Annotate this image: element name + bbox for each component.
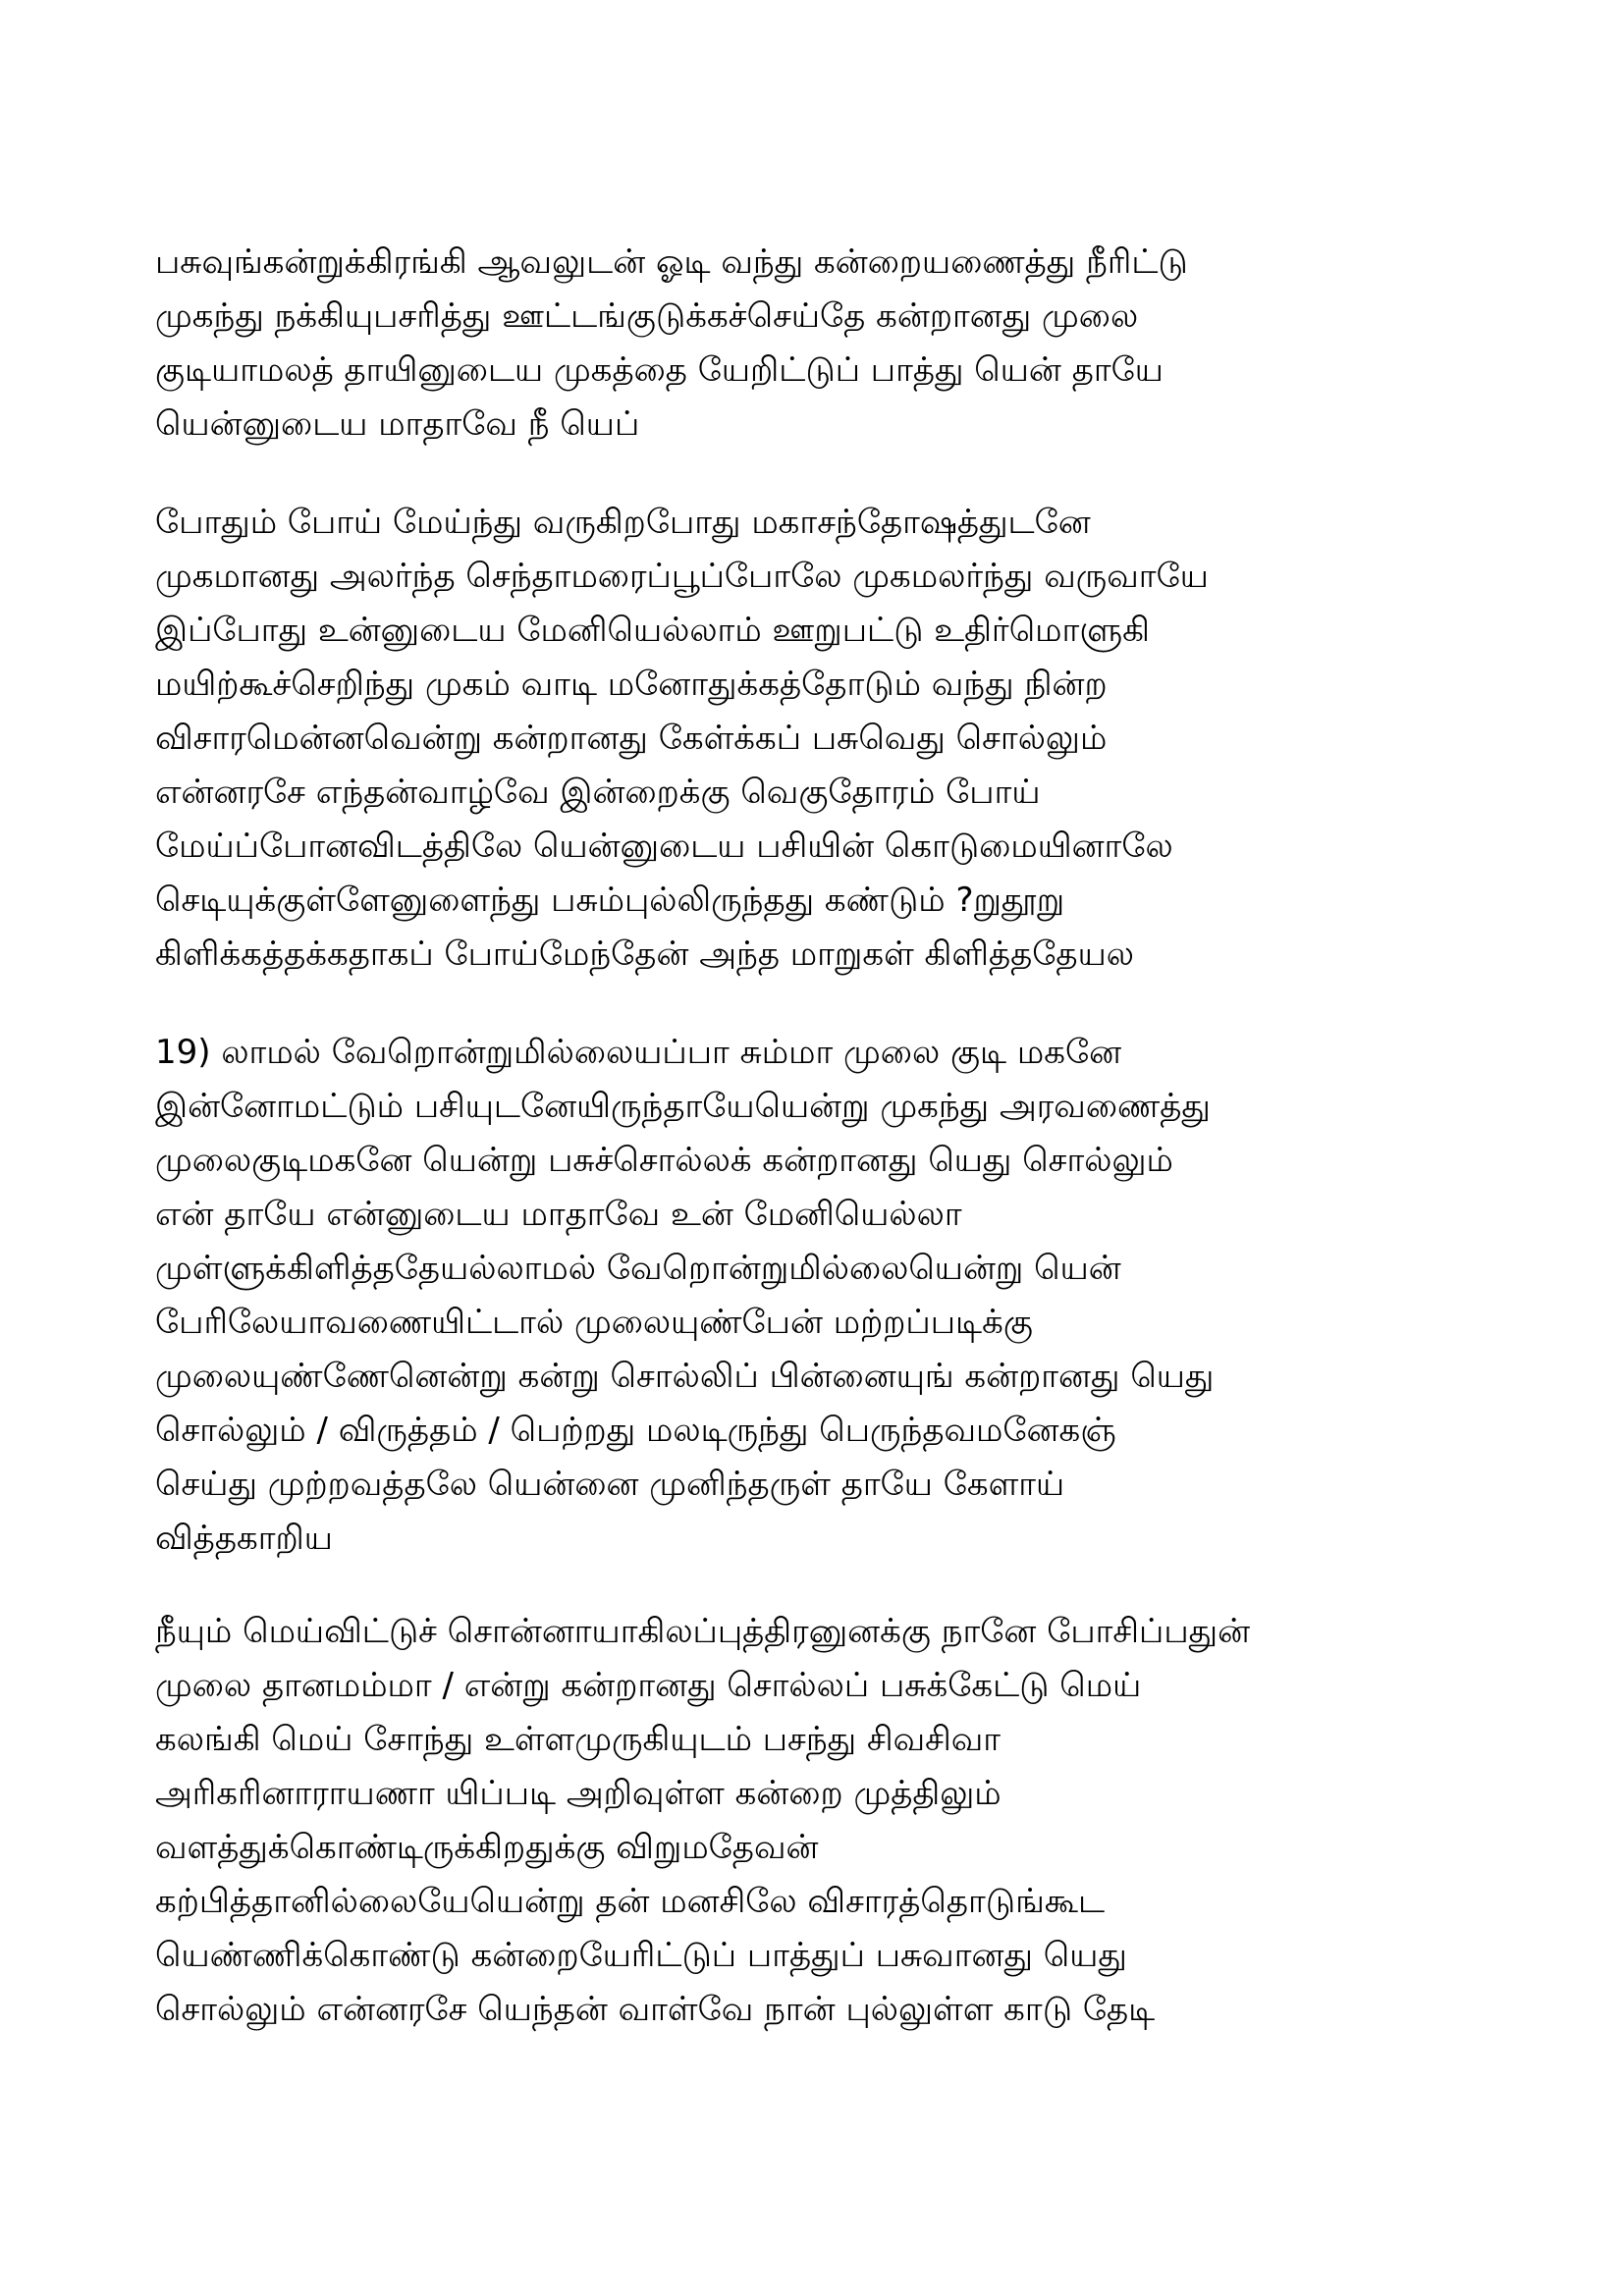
text-line: செய்து முற்றவத்தலே யென்னை முனிந்தருள் தாயே கேளாய் [155, 1465, 1065, 1504]
text-line: நீயும் மெய்விட்டுச் சொன்னாயாகிலப்புத்திரனுனக்கு நானே போசிப்பதுன் [155, 1612, 1251, 1651]
text-line: விசாரமென்னவென்று கன்றானது கேள்க்கப் பசுவெது சொல்லும் [155, 719, 1108, 758]
text-line: முள்ளுக்கிளித்ததேயல்லாமல் வேறொன்றுமில்லையென்று யென் [155, 1249, 1121, 1288]
text-line: என் தாயே என்னுடைய மாதாவே உன் மேனியெல்லா [155, 1195, 962, 1234]
text-line: யென்னுடைய மாதாவே நீ யெப் [155, 404, 640, 444]
text-line: யெண்ணிக்கொண்டு கன்றையேரிட்டுப் பாத்துப் பசுவானது யெது [155, 1936, 1127, 1975]
text-line: முகமானது அலர்ந்த செந்தாமரைப்பூப்போலே முகமலர்ந்து வருவாயே [155, 557, 1209, 596]
text-line: அரிகரினாராயணா யிப்படி அறிவுள்ள கன்றை முத்திலும் [155, 1774, 1001, 1813]
text-line: சொல்லும் / விருத்தம் / பெற்றது மலடிருந்து பெருந்தவமனேகஞ் [155, 1411, 1116, 1450]
text-line: முலை தானமம்மா / என்று கன்றானது சொல்லப் பசுக்கேட்டு மெய் [155, 1666, 1142, 1705]
text-line: முகந்து நக்கியுபசரித்து ஊட்டங்குடுக்கச்செய்தே கன்றானது முலை [155, 296, 1139, 336]
paragraph-1 [155, 236, 1530, 452]
text-line: சொல்லும் என்னரசே யெந்தன் வாள்வே நான் புல்லுள்ள காடு தேடி [155, 1990, 1156, 2029]
paragraph-4 [155, 1605, 1530, 2037]
text-line: என்னரசே எந்தன்வாழ்வே இன்றைக்கு வெகுதோரம் போய் [155, 773, 1041, 812]
text-line: கற்பித்தானில்லையேயென்று தன் மனசிலே விசாரத்தொடுங்கூட [155, 1882, 1106, 1921]
text-line: முலைகுடிமகனே யென்று பசுச்சொல்லக் கன்றானது யெது சொல்லும் [155, 1141, 1173, 1180]
text-line: மயிற்கூச்செறிந்து முகம் வாடி மனோதுக்கத்தோடும் வந்து நின்ற [155, 665, 1108, 704]
text-line: கலங்கி மெய் சோந்து உள்ளமுருகியுடம் பசந்து சிவசிவா [155, 1720, 1001, 1759]
text-line: வித்தகாறிய [155, 1519, 333, 1558]
text-line: இன்னோமட்டும் பசியுடனேயிருந்தாயேயென்று முகந்து அரவணைத்து [155, 1087, 1211, 1126]
text-line: செடியுக்குள்ளேனுளைந்து பசும்புல்லிருந்தது கண்டும் ?றுதூறு [155, 881, 1065, 920]
text-line: பசுவுங்கன்றுக்கிரங்கி ஆவலுடன் ஓடி வந்து கன்றையணைத்து நீரிட்டு [155, 242, 1188, 282]
paragraph-3 [155, 1026, 1530, 1566]
text-line: 19) லாமல் வேறொன்றுமில்லையப்பா சும்மா முலை குடி மகனே [155, 1033, 1122, 1072]
text-line: மேய்ப்போனவிடத்திலே யென்னுடைய பசியின் கொடுமையினாலே [155, 827, 1173, 866]
text-line: பேரிலேயாவணையிட்டால் முலையுண்பேன் மற்றப்படிக்கு [155, 1303, 1033, 1342]
text-line: இப்போது உன்னுடைய மேனியெல்லாம் ஊறுபட்டு உதிர்மொளுகி [155, 611, 1150, 650]
text-line: கிளிக்கத்தக்கதாகப் போய்மேந்தேன் அந்த மாறுகள் கிளித்ததேயல [155, 934, 1134, 974]
text-line: குடியாமலத் தாயினுடைய முகத்தை யேறிட்டுப் பாத்து யென் தாயே [155, 350, 1164, 390]
paragraph-2 [155, 496, 1530, 982]
text-line: முலையுண்ணேனென்று கன்று சொல்லிப் பின்னையுங் கன்றானது யெது [155, 1357, 1215, 1396]
text-line: போதும் போய் மேய்ந்து வருகிறபோது மகாசந்தோஷத்துடனே [155, 503, 1091, 542]
text-line: வளத்துக்கொண்டிருக்கிறதுக்கு விறுமதேவன் [155, 1828, 819, 1867]
